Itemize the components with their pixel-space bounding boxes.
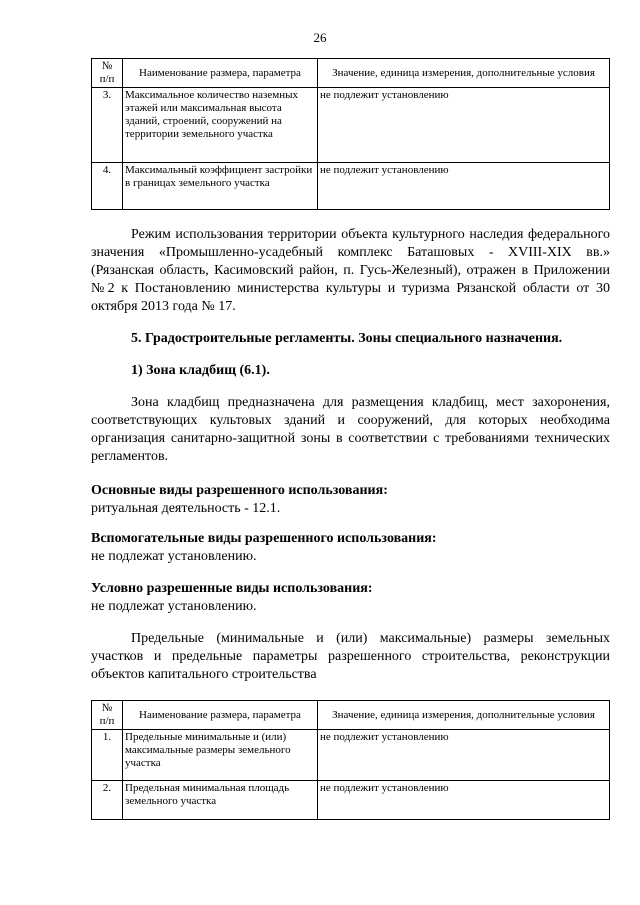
auxiliary-uses-value: не подлежат установлению. [91, 549, 257, 564]
limits-paragraph: Предельные (минимальные и (или) максимальные) размеры земельных участков и предельные параметры разрешенного строительства, реконструкции объектов капитального строительства [91, 631, 610, 682]
conditional-uses-value: не подлежат установлению. [91, 599, 257, 614]
auxiliary-uses-title: Вспомогательные виды разрешенного использования: [91, 531, 437, 546]
zone-heading: 1) Зона кладбищ (6.1). [131, 363, 270, 378]
conditional-uses-title: Условно разрешенные виды использования: [91, 581, 373, 596]
table-row [92, 781, 610, 820]
row-parameter: Максимальное количество наземных этажей или максимальная высота зданий, строений, сооружений на территории земельного участка [123, 88, 318, 163]
header-value: Значение, единица измерения, дополнительные условия [318, 701, 610, 730]
row-parameter: Предельные минимальные и (или) максимальные размеры земельного участка [123, 730, 318, 781]
table-row [92, 88, 610, 163]
conditional-uses-block [91, 580, 610, 616]
row-parameter: Предельная минимальная площадь земельного участка [123, 781, 318, 820]
row-number: 1. [92, 730, 123, 781]
header-value: Значение, единица измерения, дополнительные условия [318, 59, 610, 88]
main-uses-block [91, 482, 610, 518]
header-number: № п/п [92, 59, 123, 88]
table-row [92, 163, 610, 210]
parameters-table-bottom [91, 700, 610, 820]
section-heading: 5. Градостроительные регламенты. Зоны специального назначения. [131, 331, 563, 346]
row-value: не подлежит установлению [318, 781, 610, 820]
main-uses-value: ритуальная деятельность - 12.1. [91, 501, 281, 516]
row-value: не подлежит установлению [318, 730, 610, 781]
header-parameter: Наименование размера, параметра [123, 59, 318, 88]
row-parameter: Максимальный коэффициент застройки в границах земельного участка [123, 163, 318, 210]
zone-description: Зона кладбищ предназначена для размещения кладбищ, мест захоронения, соответствующих культовых зданий и сооружений, для которых необходима организация санитарно-защитной зоны в соответствии с требованиями технических регламентов. [91, 395, 610, 464]
table-row [92, 730, 610, 781]
row-number: 4. [92, 163, 123, 210]
parameters-table-top [91, 58, 610, 210]
main-uses-title: Основные виды разрешенного использования: [91, 483, 388, 498]
regime-paragraph: Режим использования территории объекта культурного наследия федерального значения «Промышленно-усадебный комплекс Баташовых - XVIII-XIX вв.» (Рязанская область, Касимовский район, п. Гусь-Железный), отражен в Приложении №2 к Постановлению министерства культуры и туризма Рязанской области от 30 октября 2013 года № 17. [91, 227, 610, 314]
row-number: 2. [92, 781, 123, 820]
auxiliary-uses-block [91, 530, 610, 566]
row-number: 3. [92, 88, 123, 163]
row-value: не подлежит установлению [318, 88, 610, 163]
row-value: не подлежит установлению [318, 163, 610, 210]
header-number: № п/п [92, 701, 123, 730]
header-parameter: Наименование размера, параметра [123, 701, 318, 730]
page-number: 26 [313, 30, 327, 45]
